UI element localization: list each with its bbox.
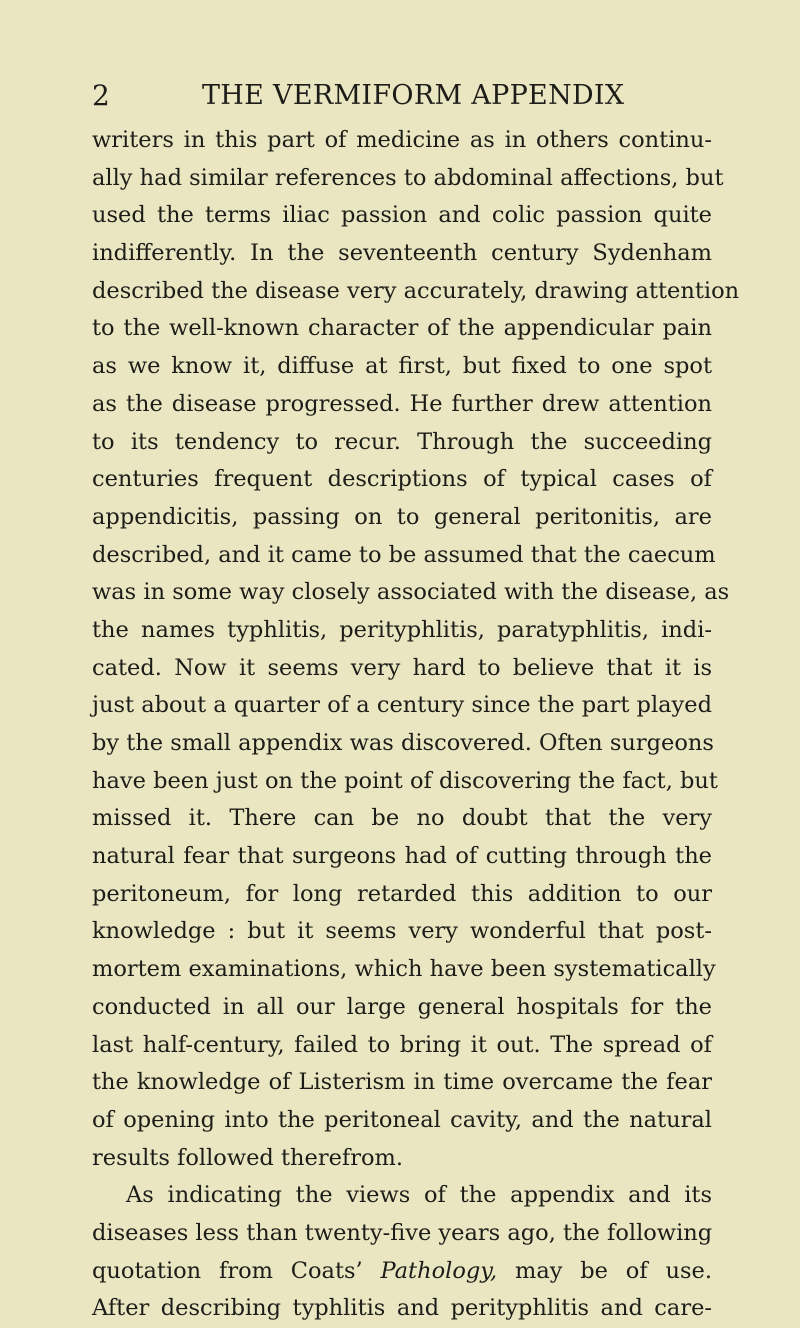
text-line: used the terms iliac passion and colic passion quite — [92, 202, 712, 229]
text-line: have been just on the point of discovering the fact, but — [92, 767, 718, 794]
text-line: described, and it came to be assumed that the caecum — [92, 541, 716, 568]
text-line: the knowledge of Listerism in time overcame the fear — [92, 1069, 712, 1096]
text-line: to the well-known character of the appendicular pain — [92, 315, 712, 342]
text-line: peritoneum, for long retarded this addition to our — [92, 880, 712, 907]
book-title-italic: Pathology, — [380, 1257, 498, 1284]
text-line: just about a quarter of a century since the part played — [92, 692, 712, 719]
text-line: natural fear that surgeons had of cutting through the — [92, 843, 712, 870]
text-line: indifferently. In the seventeenth century Sydenham — [92, 240, 712, 267]
page-header — [92, 76, 652, 116]
text-line: of opening into the peritoneal cavity, and the natural — [92, 1106, 712, 1133]
text-line: as the disease progressed. He further drew attention — [92, 390, 712, 417]
text-segment: quotation from Coats’ — [92, 1257, 381, 1284]
paragraph-2 — [92, 1177, 712, 1328]
text-line: results followed therefrom. — [92, 1144, 404, 1171]
text-line: as we know it, diffuse at first, but fixed to one spot — [92, 353, 712, 380]
text-line: centuries frequent descriptions of typical cases of — [92, 466, 712, 493]
text-line: described the disease very accurately, drawing attention — [92, 277, 740, 304]
text-line-with-italic — [92, 1253, 712, 1291]
text-line: conducted in all our large general hospitals for the — [92, 993, 712, 1020]
text-line: the names typhlitis, perityphlitis, paratyphlitis, indi- — [92, 616, 712, 643]
text-line: cated. Now it seems very hard to believe that it is — [92, 654, 712, 681]
running-title: THE VERMIFORM APPENDIX — [202, 80, 625, 111]
text-line: was in some way closely associated with the disease, as — [92, 579, 730, 606]
text-line: mortem examinations, which have been systematically — [92, 956, 716, 983]
text-line: knowledge : but it seems very wonderful that post- — [92, 918, 712, 945]
text-line: writers in this part of medicine as in others continu- — [92, 127, 712, 153]
body-text — [92, 122, 740, 1328]
text-line: diseases less than twenty-five years ago, the following — [92, 1219, 713, 1246]
text-line: to its tendency to recur. Through the succeeding — [92, 428, 712, 455]
text-line: After describing typhlitis and perityphlitis and care- — [92, 1295, 712, 1322]
text-line: As indicating the views of the appendix and its — [126, 1182, 712, 1209]
text-line: missed it. There can be no doubt that the very — [92, 805, 712, 832]
text-line: last half-century, failed to bring it out. The spread of — [92, 1031, 712, 1058]
text-line: appendicitis, passing on to general peritonitis, are — [92, 503, 712, 530]
text-segment: may be of use. — [497, 1257, 712, 1284]
text-line: by the small appendix was discovered. Often surgeons — [92, 730, 714, 756]
page-number: 2 — [92, 79, 110, 112]
paragraph-1 — [92, 122, 740, 1177]
text-line: ally had similar references to abdominal affections, but — [92, 164, 724, 191]
